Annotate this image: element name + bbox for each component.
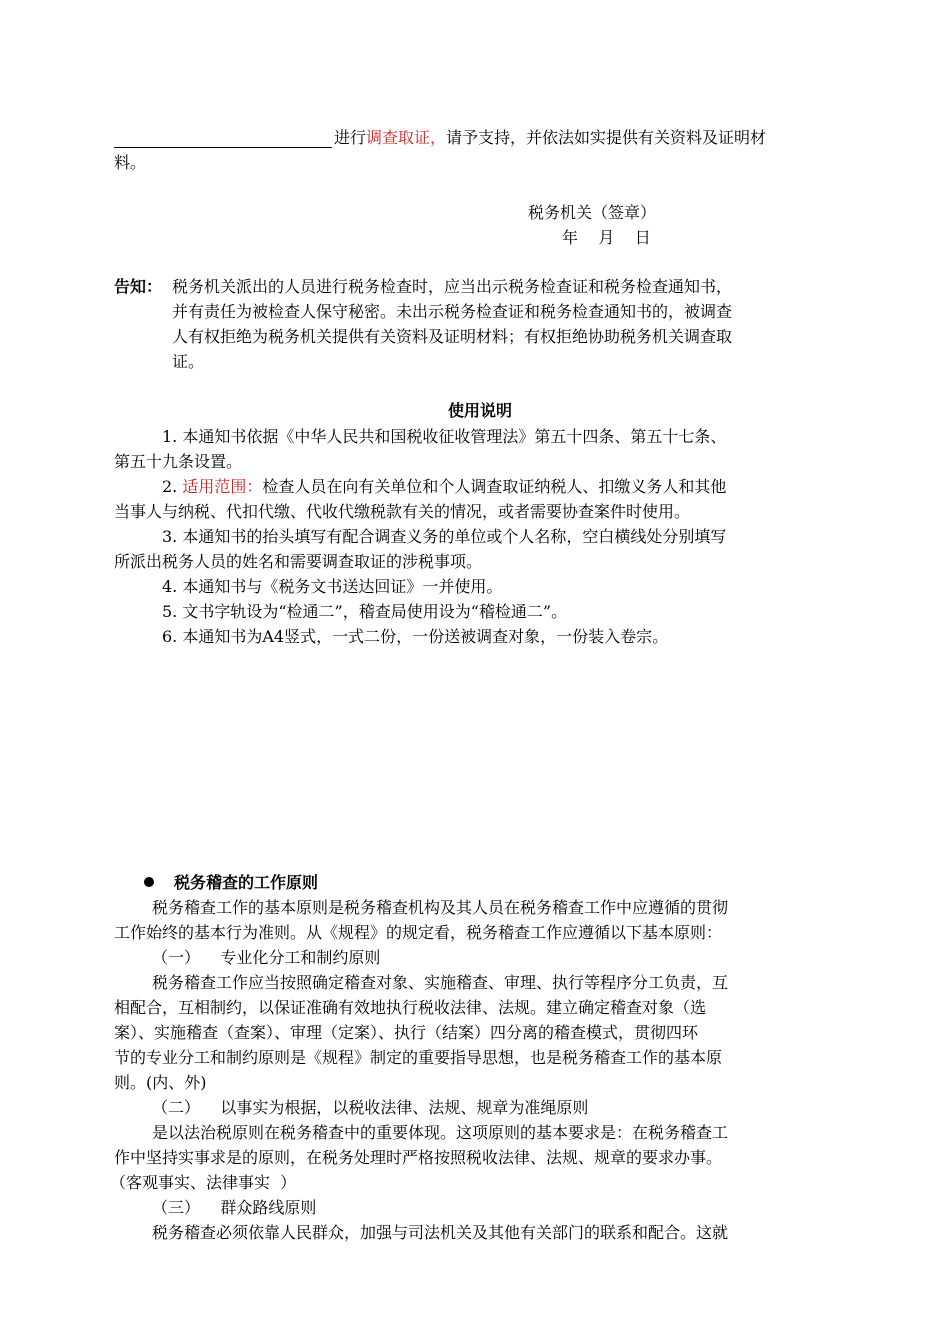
section-3-title: （三） 群众路线原则 (152, 1198, 317, 1217)
section-2-title: （二） 以事实为根据，以税收法律、法规、规章为准绳原则 (152, 1098, 589, 1117)
section-3-line-1: 税务稽查必须依靠人民群众，加强与司法机关及其他有关部门的联系和配合。这就 (152, 1223, 729, 1242)
bullet-icon (144, 877, 154, 887)
usage-item-6: 6. 本通知书为A4竖式，一式二份，一份送被调查对象，一份装入卷宗。 (162, 627, 669, 646)
investigate-highlight: 调查取证， (366, 128, 447, 147)
inform-label: 告知： (114, 277, 163, 296)
fill-blank (114, 130, 332, 148)
scope-highlight: 适用范围： (182, 477, 263, 496)
principles-intro-line-2: 工作始终的基本行为准则。从《规程》的规定看，税务稽查工作应遵循以下基本原则： (114, 923, 723, 942)
usage-item-4: 4. 本通知书与《税务文书送达回证》一并使用。 (162, 577, 503, 596)
notice-line-2: 料。 (114, 153, 147, 172)
sign-org: 税务机关（签章） (528, 203, 657, 222)
usage-item-2-line-1: 2. 适用范围：检查人员在向有关单位和个人调查取证纳税人、扣缴义务人和其他 (162, 477, 727, 496)
inform-line-1: 税务机关派出的人员进行税务检查时，应当出示税务检查证和税务检查通知书， (172, 277, 733, 296)
section-1-line-4: 节的专业分工和制约原则是《规程》制定的重要指导思想，也是税务稽查工作的基本原 (114, 1048, 723, 1067)
inform-line-4: 证。 (172, 352, 205, 371)
section-2-line-2: 作中坚持实事求是的原则，在税务处理时严格按照税收法律、法规、规章的要求办事。 (114, 1148, 723, 1167)
section-2-line-3: （客观事实、法律事实 ） (110, 1173, 297, 1192)
usage-item-3-line-1: 3. 本通知书的抬头填写有配合调查义务的单位或个人名称，空白横线处分别填写 (162, 527, 727, 546)
usage-item-1-line-2: 第五十九条设置。 (114, 452, 243, 471)
inform-line-2: 并有责任为被检查人保守秘密。未出示税务检查证和税务检查通知书的，被调查 (172, 302, 733, 321)
usage-item-3-line-2: 所派出税务人员的姓名和需要调查取证的涉税事项。 (114, 552, 483, 571)
section-2-line-1: 是以法治税原则在税务稽查中的重要体现。这项原则的基本要求是：在税务稽查工 (152, 1123, 729, 1142)
usage-item-2-line-2: 当事人与纳税、代扣代缴、代收代缴税款有关的情况，或者需要协查案件时使用。 (114, 502, 691, 521)
inform-line-3: 人有权拒绝为税务机关提供有关资料及证明材料；有权拒绝协助税务机关调查取 (172, 327, 733, 346)
usage-item-5: 5. 文书字轨设为“检通二”，稽查局使用设为“稽检通二”。 (162, 602, 568, 621)
section-1-title: （一） 专业化分工和制约原则 (152, 948, 381, 967)
usage-title: 使用说明 (448, 401, 513, 420)
date-line: 年 月 日 (562, 228, 651, 247)
principles-intro-line-1: 税务稽查工作的基本原则是税务稽查机构及其人员在税务稽查工作中应遵循的贯彻 (152, 898, 729, 917)
principles-heading: 税务稽查的工作原则 (174, 873, 319, 892)
section-1-line-3: 案）、实施稽查（查案）、审理（定案）、执行（结案）四分离的稽查模式，贯彻四环 (114, 1023, 699, 1042)
section-1-line-1: 税务稽查工作应当按照确定稽查对象、实施稽查、审理、执行等程序分工负责，互 (152, 973, 729, 992)
section-1-line-2: 相配合，互相制约，以保证准确有效地执行税收法律、法规。建立确定稽查对象（选 (114, 998, 707, 1017)
section-1-line-5: 则。(内、外) (114, 1073, 207, 1092)
notice-line-1: 进行调查取证，请予支持，并依法如实提供有关资料及证明材 (114, 128, 766, 148)
usage-item-1-line-1: 1. 本通知书依据《中华人民共和国税收征收管理法》第五十四条、第五十七条、 (162, 427, 727, 446)
